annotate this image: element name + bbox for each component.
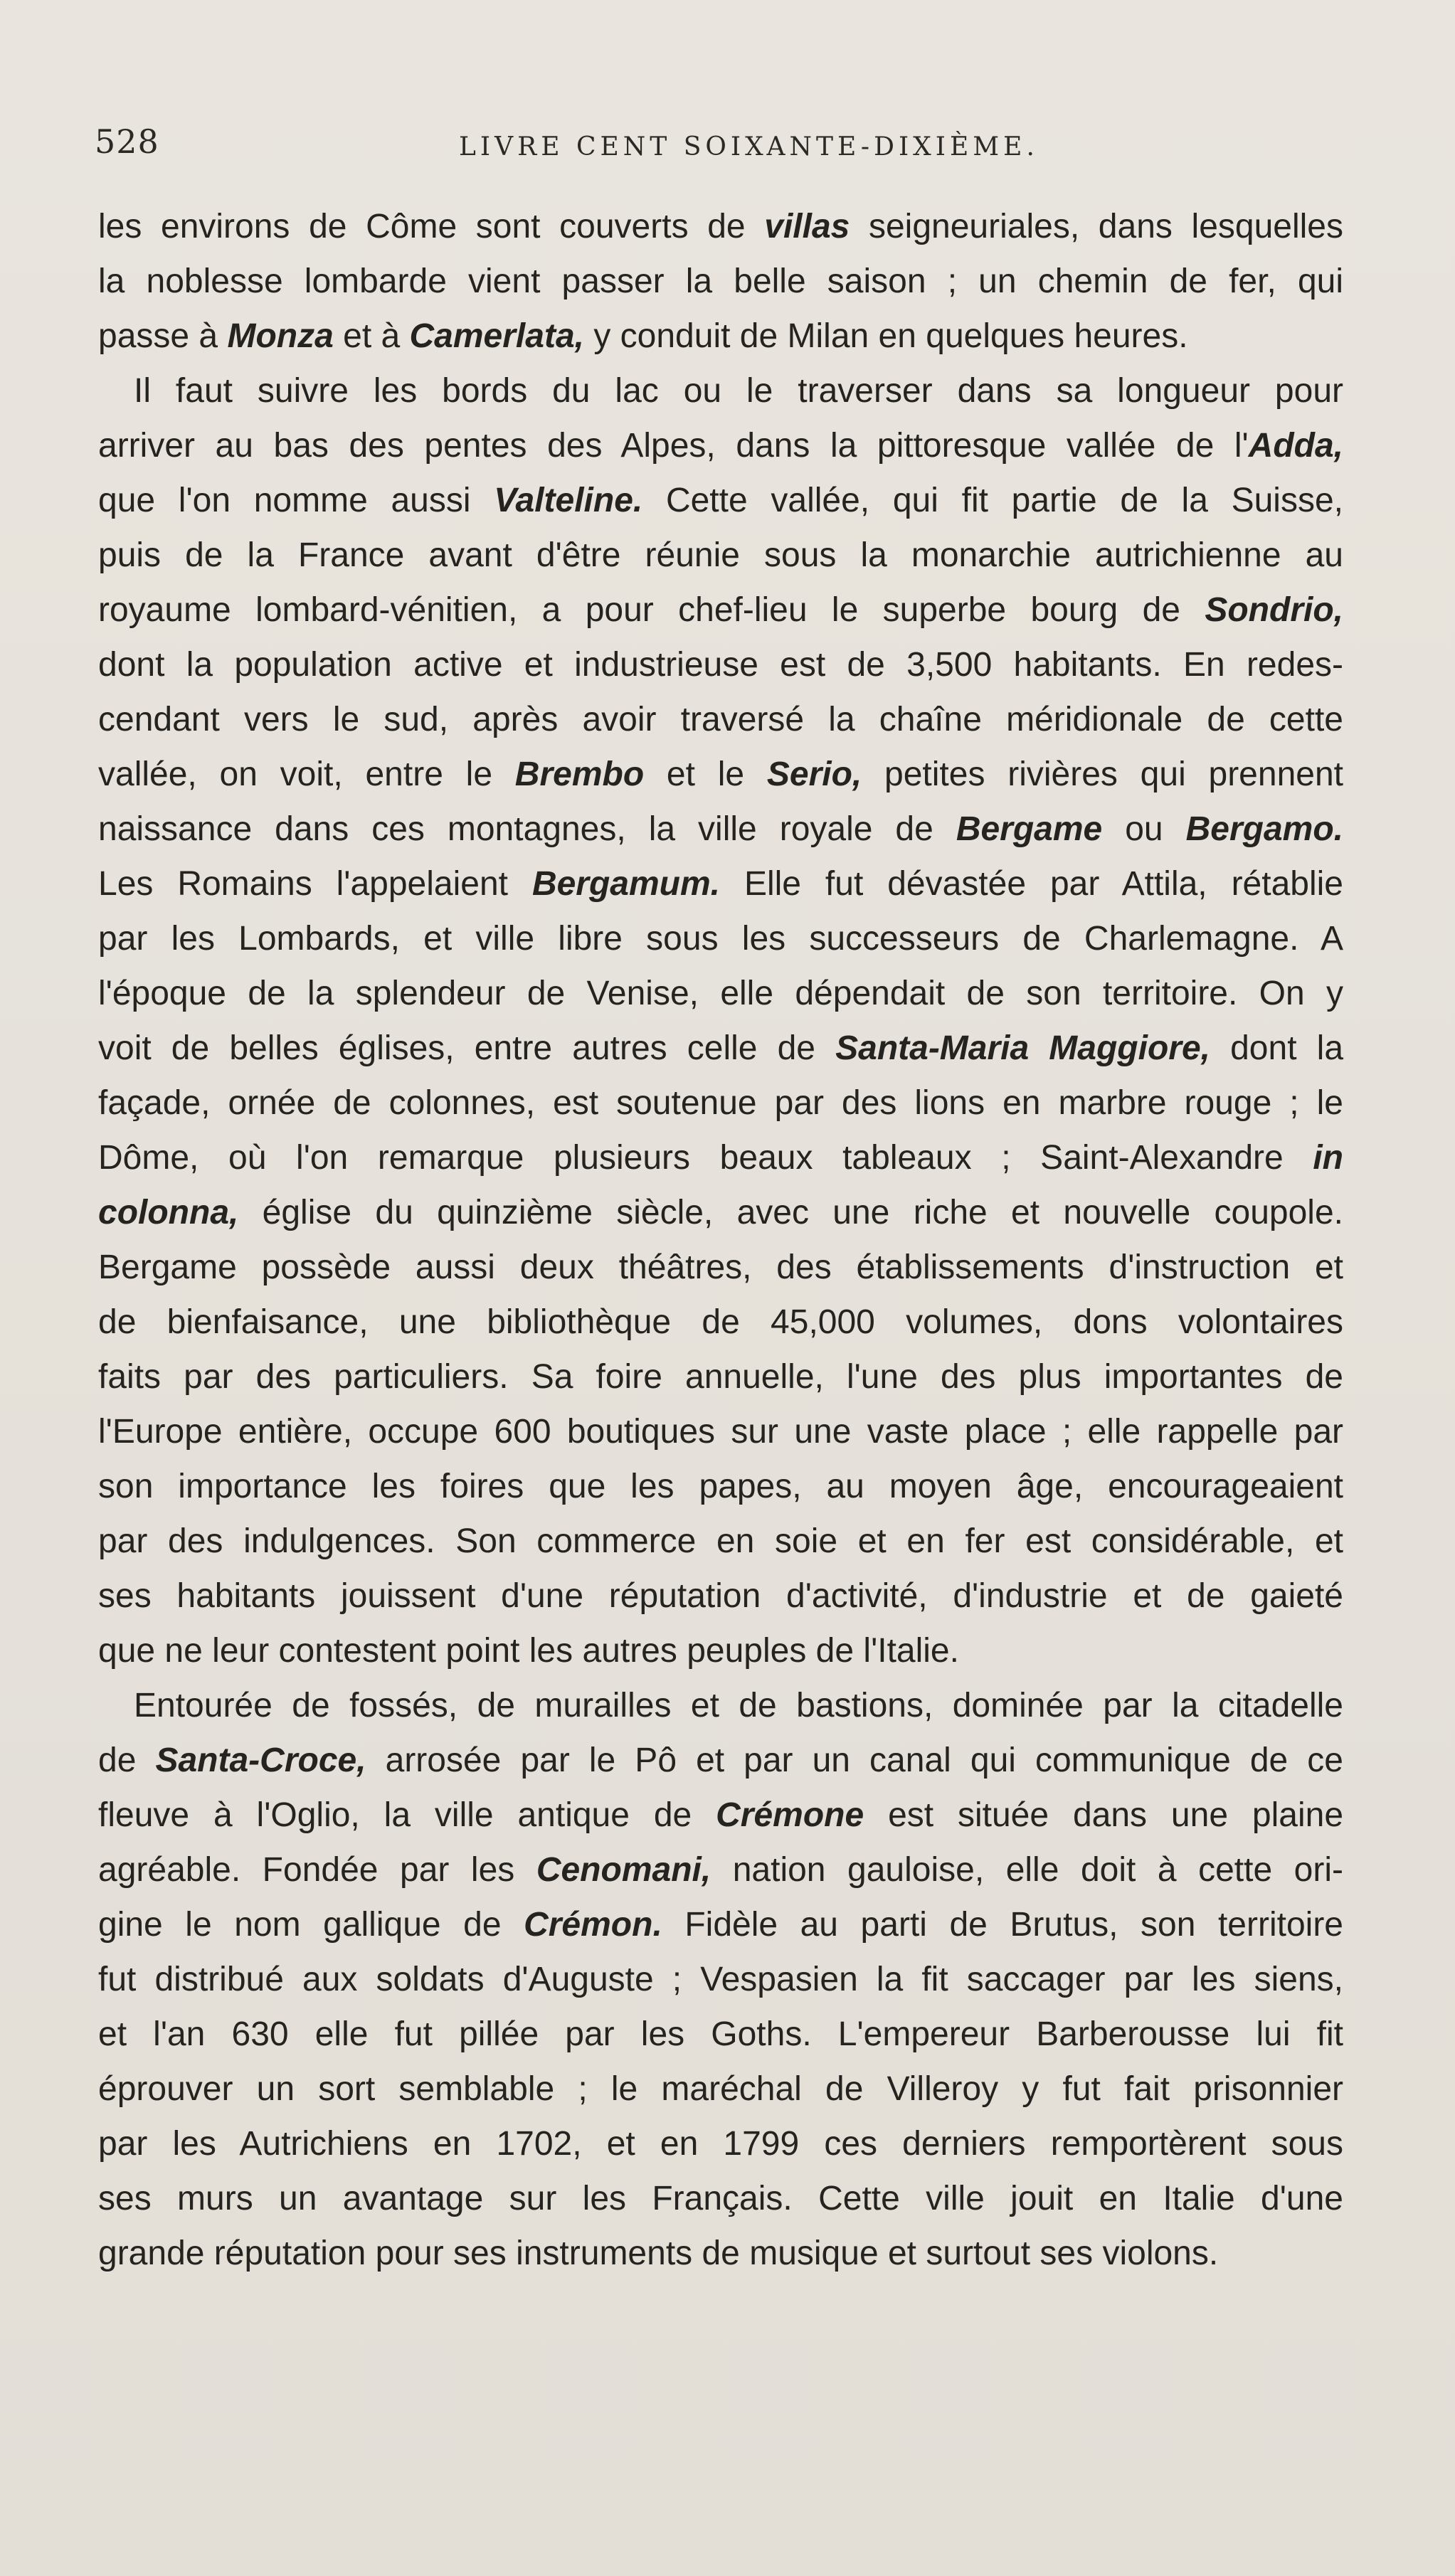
- text-line: [98, 1076, 1343, 1130]
- text-line: [98, 2116, 1343, 2171]
- text-run: naissance dans ces montagnes, la ville royale de: [98, 810, 956, 848]
- italic-term: Bergame: [956, 810, 1103, 848]
- text-line: [98, 1404, 1343, 1459]
- italic-term: Valteline.: [494, 482, 643, 519]
- running-head: LIVRE CENT SOIXANTE-DIXIÈME.: [459, 132, 1039, 161]
- text-run: arrosée par le Pô et par un canal qui communique de ce: [366, 1742, 1344, 1779]
- text-line: [98, 1843, 1343, 1897]
- italic-term: Camerlata,: [409, 317, 584, 355]
- text-line: [98, 911, 1343, 966]
- text-line: [98, 1897, 1343, 1952]
- text-line: [98, 2007, 1343, 2062]
- text-run: église du quinzième siècle, avec une riche et nouvelle coupole.: [238, 1194, 1343, 1231]
- text-run: faits par des particuliers. Sa foire annuelle, l'une des plus importantes de: [98, 1358, 1343, 1396]
- text-line: [98, 528, 1343, 583]
- italic-term: Adda,: [1248, 427, 1343, 465]
- page-number: 528: [95, 122, 159, 161]
- text-run: grande réputation pour ses instruments de musique et surtout ses violons.: [98, 2235, 1219, 2272]
- text-run: façade, ornée de colonnes, est soutenue par des lions en marbre rouge ; le: [98, 1084, 1343, 1122]
- text-run: vallée, on voit, entre le: [98, 756, 515, 793]
- text-run: fut distribué aux soldats d'Auguste ; Vespasien la fit saccager par les siens,: [98, 1961, 1343, 1998]
- text-run: par les Lombards, et ville libre sous les successeurs de Charlemagne. A: [98, 920, 1343, 958]
- italic-term: Crémon.: [524, 1906, 662, 1944]
- text-run: gine le nom gallique de: [98, 1906, 524, 1944]
- text-line: [98, 1623, 1343, 1678]
- text-line: [98, 1240, 1343, 1295]
- text-run: Fidèle au parti de Brutus, son territoire: [662, 1906, 1343, 1944]
- text-run: et à: [333, 317, 410, 355]
- text-run: Entourée de fossés, de murailles et de bastions, dominée par la citadelle: [134, 1687, 1343, 1724]
- text-run: cendant vers le sud, après avoir traversé la chaîne méridionale de cette: [98, 701, 1343, 738]
- text-line: [98, 1021, 1343, 1076]
- text-run: puis de la France avant d'être réunie sous la monarchie autrichienne au: [98, 536, 1343, 574]
- text-line: [98, 1952, 1343, 2007]
- text-run: ses murs un avantage sur les Français. Cette ville jouit en Italie d'une: [98, 2180, 1343, 2217]
- text-line: [98, 1678, 1343, 1733]
- text-run: Bergame possède aussi deux théâtres, des établissements d'instruction et: [98, 1249, 1343, 1286]
- text-line: [98, 2226, 1343, 2281]
- text-run: Dôme, où l'on remarque plusieurs beaux tableaux ; Saint-Alexandre: [98, 1139, 1313, 1177]
- text-line: [98, 1130, 1343, 1185]
- text-run: l'Europe entière, occupe 600 boutiques sur une vaste place ; elle rappelle par: [98, 1413, 1343, 1451]
- text-run: ses habitants jouissent d'une réputation d'activité, d'industrie et de gaieté: [98, 1577, 1343, 1615]
- text-line: [98, 1185, 1343, 1240]
- text-run: de bienfaisance, une bibliothèque de 45,000 volumes, dons volontaires: [98, 1303, 1343, 1341]
- text-run: que l'on nomme aussi: [98, 482, 494, 519]
- text-run: arriver au bas des pentes des Alpes, dans la pittoresque vallée de l': [98, 427, 1249, 465]
- text-line: [98, 1459, 1343, 1514]
- text-line: [98, 2171, 1343, 2226]
- text-line: [98, 1788, 1343, 1843]
- text-run: dont la: [1210, 1029, 1344, 1067]
- text-run: passe à: [98, 317, 228, 355]
- text-run: ou: [1102, 810, 1186, 848]
- text-run: fleuve à l'Oglio, la ville antique de: [98, 1796, 716, 1834]
- italic-term: Serio,: [766, 756, 862, 793]
- text-run: agréable. Fondée par les: [98, 1851, 536, 1889]
- text-run: nation gauloise, elle doit à cette ori-: [711, 1851, 1344, 1889]
- text-run: petites rivières qui prennent: [862, 756, 1343, 793]
- text-run: est située dans une plaine: [864, 1796, 1344, 1834]
- italic-term: Santa-Maria Maggiore,: [835, 1029, 1210, 1067]
- text-line: [98, 802, 1343, 857]
- text-run: et l'an 630 elle fut pillée par les Goths. L'empereur Barberousse lui fit: [98, 2015, 1343, 2053]
- text-line: [98, 309, 1343, 364]
- text-line: [98, 1295, 1343, 1350]
- italic-term: Bergamum.: [531, 865, 721, 903]
- text-line: [98, 1569, 1343, 1623]
- text-run: dont la population active et industrieuse est de 3,500 habitants. En redes-: [98, 646, 1343, 684]
- text-run: par des indulgences. Son commerce en soie et en fer est considérable, et: [98, 1522, 1343, 1560]
- text-line: [98, 747, 1343, 802]
- text-line: [98, 364, 1343, 418]
- text-run: y conduit de Milan en quelques heures.: [583, 317, 1188, 355]
- text-run: par les Autrichiens en 1702, et en 1799 ces derniers remportèrent sous: [98, 2125, 1343, 2163]
- text-line: [98, 2062, 1343, 2116]
- text-run: que ne leur contestent point les autres peuples de l'Italie.: [98, 1632, 959, 1670]
- text-run: de: [98, 1742, 156, 1779]
- italic-term: villas: [764, 208, 850, 245]
- italic-term: Crémone: [716, 1796, 864, 1834]
- italic-term: colonna,: [98, 1194, 239, 1231]
- text-run: voit de belles églises, entre autres celle de: [98, 1029, 836, 1067]
- text-run: seigneuriales, dans lesquelles: [850, 208, 1344, 245]
- italic-term: Cenomani,: [536, 1851, 711, 1889]
- text-line: [98, 1514, 1343, 1569]
- text-line: [98, 637, 1343, 692]
- text-line: [98, 966, 1343, 1021]
- text-run: les environs de Côme sont couverts de: [98, 208, 765, 245]
- text-line: [98, 199, 1343, 254]
- text-run: Les Romains l'appelaient: [98, 865, 532, 903]
- text-run: Il faut suivre les bords du lac ou le traverser dans sa longueur pour: [134, 372, 1343, 410]
- italic-term: Santa-Croce,: [155, 1742, 366, 1779]
- italic-term: Monza: [227, 317, 334, 355]
- text-run: et le: [644, 756, 767, 793]
- italic-term: Bergamo.: [1185, 810, 1344, 848]
- italic-term: Brembo: [514, 756, 645, 793]
- text-run: Cette vallée, qui fit partie de la Suisse,: [642, 482, 1344, 519]
- text-run: l'époque de la splendeur de Venise, elle dépendait de son territoire. On y: [98, 975, 1343, 1012]
- text-line: [98, 1350, 1343, 1404]
- text-run: la noblesse lombarde vient passer la belle saison ; un chemin de fer, qui: [98, 263, 1343, 300]
- text-run: éprouver un sort semblable ; le maréchal de Villeroy y fut fait prisonnier: [98, 2070, 1343, 2108]
- italic-term: Sondrio,: [1205, 591, 1343, 629]
- text-line: [98, 692, 1343, 747]
- italic-term: in: [1313, 1139, 1343, 1177]
- body-text: [98, 199, 1343, 2281]
- text-line: [98, 857, 1343, 911]
- text-run: royaume lombard-vénitien, a pour chef-lieu le superbe bourg de: [98, 591, 1205, 629]
- text-run: Elle fut dévastée par Attila, rétablie: [720, 865, 1344, 903]
- text-run: son importance les foires que les papes, au moyen âge, encourageaient: [98, 1468, 1343, 1505]
- text-line: [98, 473, 1343, 528]
- text-line: [98, 1733, 1343, 1788]
- text-line: [98, 418, 1343, 473]
- text-line: [98, 254, 1343, 309]
- text-line: [98, 583, 1343, 637]
